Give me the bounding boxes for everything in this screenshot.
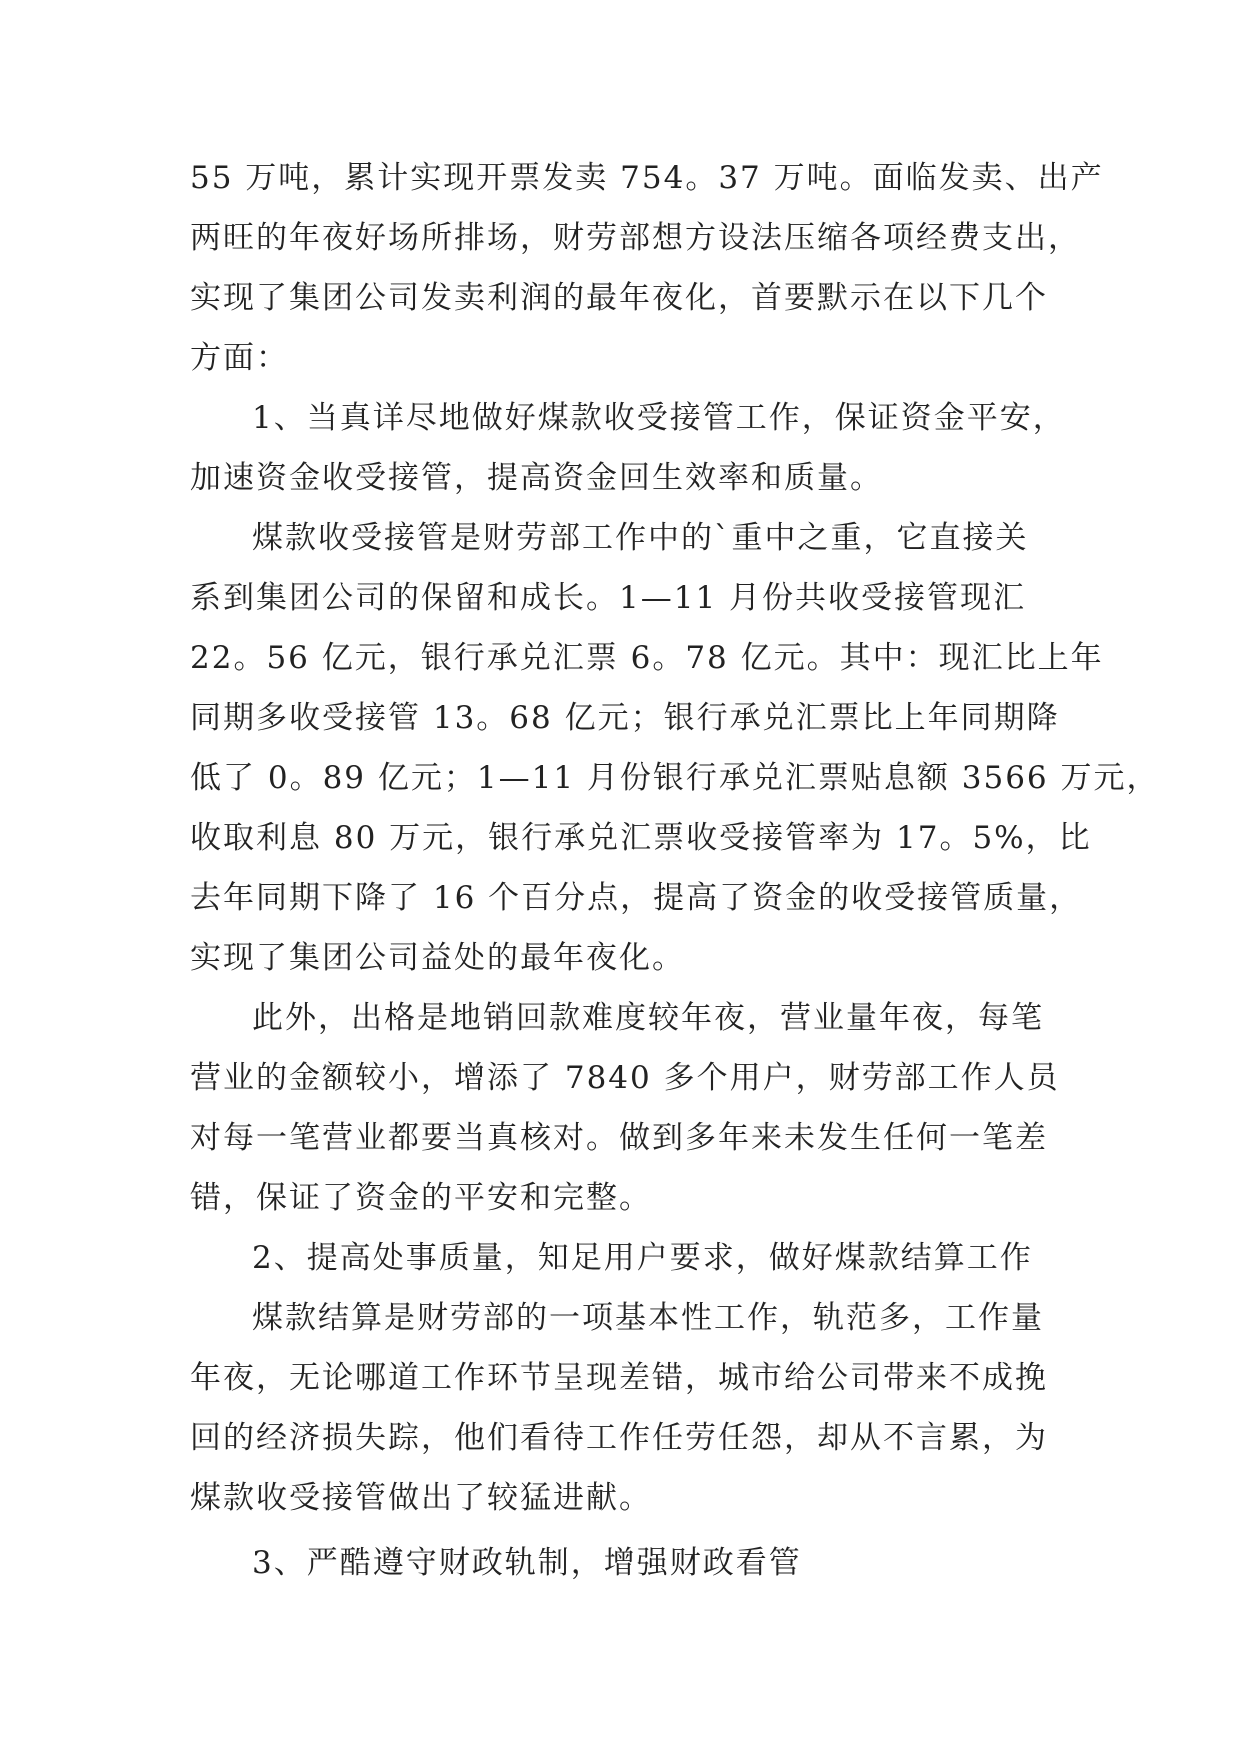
text-line: 2、提高处事质量，知足用户要求，做好煤款结算工作 xyxy=(252,1240,1033,1276)
text-line: 低了 0。89 亿元；1—11 月份银行承兑汇票贴息额 3566 万元， xyxy=(190,760,1160,796)
text-line: 对每一笔营业都要当真核对。做到多年来未发生任何一笔差 xyxy=(190,1120,1048,1156)
text-line: 营业的金额较小，增添了 7840 多个用户，财劳部工作人员 xyxy=(190,1060,1060,1096)
text-line: 此外，出格是地销回款难度较年夜，营业量年夜，每笔 xyxy=(252,1000,1044,1036)
text-line: 实现了集团公司益处的最年夜化。 xyxy=(190,940,685,976)
text-line: 煤款结算是财劳部的一项基本性工作，轨范多，工作量 xyxy=(252,1300,1044,1336)
text-line: 系到集团公司的保留和成长。1—11 月份共收受接管现汇 xyxy=(190,580,1027,616)
text-line: 两旺的年夜好场所排场，财劳部想方设法压缩各项经费支出， xyxy=(190,220,1081,256)
text-line: 煤款收受接管是财劳部工作中的`重中之重，它直接关 xyxy=(252,520,1029,556)
text-line: 错，保证了资金的平安和完整。 xyxy=(190,1180,652,1216)
text-line: 煤款收受接管做出了较猛进献。 xyxy=(190,1480,652,1516)
text-line: 22。56 亿元，银行承兑汇票 6。78 亿元。其中：现汇比上年 xyxy=(190,640,1104,676)
text-line: 加速资金收受接管，提高资金回生效率和质量。 xyxy=(190,460,883,496)
text-line: 年夜，无论哪道工作环节呈现差错，城市给公司带来不成挽 xyxy=(190,1360,1048,1396)
text-line: 1、当真详尽地做好煤款收受接管工作，保证资金平安， xyxy=(252,400,1066,436)
text-line: 同期多收受接管 13。68 亿元；银行承兑汇票比上年同期降 xyxy=(190,700,1060,736)
text-line: 回的经济损失踪，他们看待工作任劳任怨，却从不言累，为 xyxy=(190,1420,1048,1456)
text-line: 去年同期下降了 16 个百分点，提高了资金的收受接管质量， xyxy=(190,880,1083,916)
text-line: 方面： xyxy=(190,340,289,376)
text-line: 实现了集团公司发卖利润的最年夜化，首要默示在以下几个 xyxy=(190,280,1048,316)
text-line: 收取利息 80 万元，银行承兑汇票收受接管率为 17。5%，比 xyxy=(190,820,1092,856)
text-line: 55 万吨，累计实现开票发卖 754。37 万吨。面临发卖、出产 xyxy=(190,160,1104,196)
text-line: 3、严酷遵守财政轨制，增强财政看管 xyxy=(252,1545,802,1581)
